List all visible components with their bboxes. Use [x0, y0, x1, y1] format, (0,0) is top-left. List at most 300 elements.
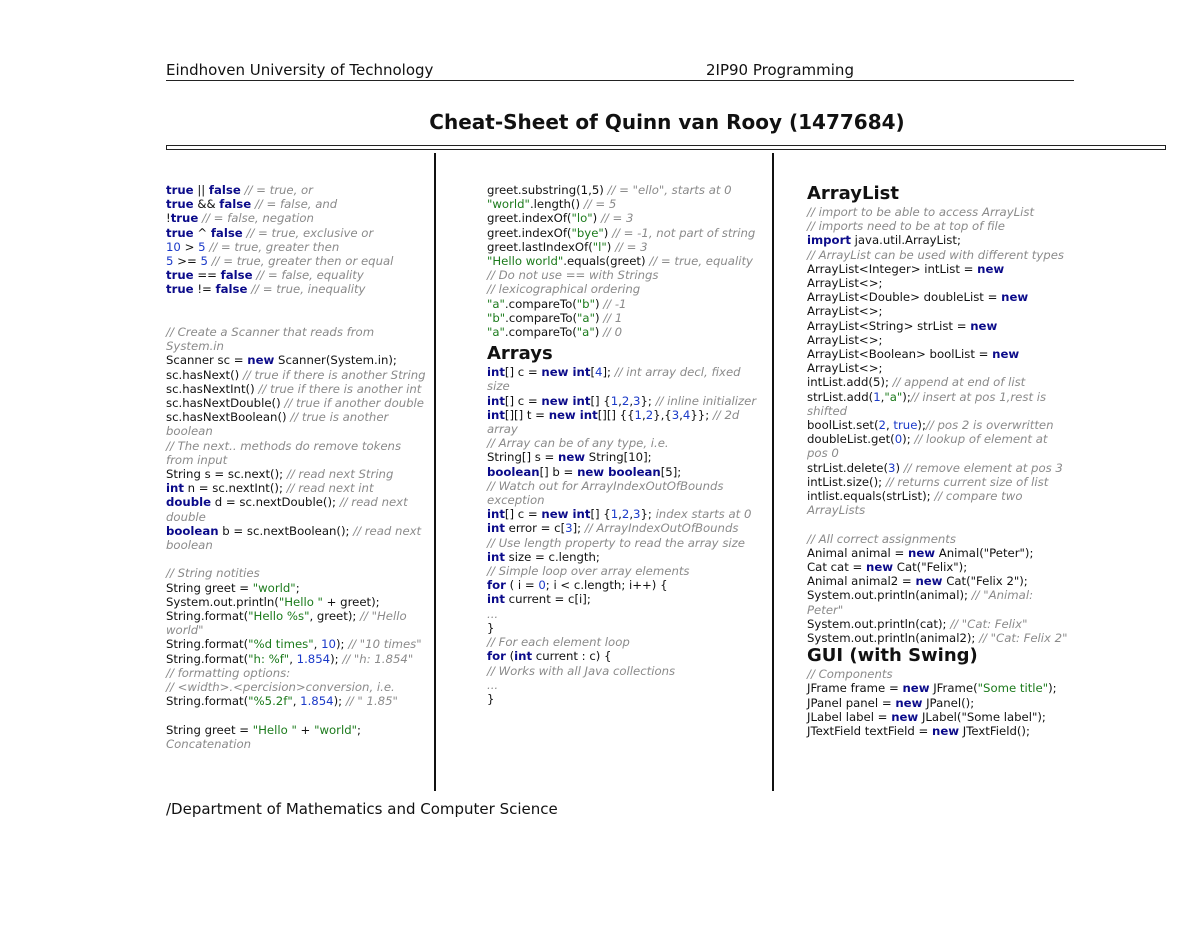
code-text: , — [629, 507, 634, 522]
code-line — [807, 724, 1069, 738]
code-line — [487, 325, 762, 339]
code-line — [487, 521, 762, 535]
code-text: ); — [330, 651, 343, 666]
code-text: String.format( — [166, 609, 249, 624]
code-comment: // insert at pos 1,rest is shifted — [807, 389, 1047, 418]
code-number: 3 — [671, 407, 680, 422]
code-string: "lo" — [571, 211, 593, 226]
column-basics — [166, 183, 432, 751]
code-text: Scanner(System.in); — [274, 353, 397, 368]
code-text: , greet); — [309, 609, 361, 624]
code-text: sc.hasNextDouble() — [166, 396, 285, 411]
code-text: Cat("Felix 2"); — [942, 574, 1028, 589]
code-text: JFrame( — [929, 681, 978, 696]
code-keyword: true — [166, 197, 194, 212]
code-number: true — [893, 418, 918, 433]
code-line — [807, 233, 1069, 247]
code-number: 2 — [645, 407, 654, 422]
code-comment: Concatenation — [166, 736, 252, 751]
code-text: ) — [594, 296, 604, 311]
code-text: String greet = — [166, 722, 253, 737]
header-rule — [166, 80, 1074, 81]
code-comment: // ArrayIndexOutOfBounds — [584, 521, 739, 536]
code-text: .compareTo( — [505, 310, 578, 325]
code-text: Cat cat = — [807, 560, 867, 575]
code-line — [807, 631, 1069, 645]
code-text: + — [296, 722, 315, 737]
page-title: Cheat-Sheet of Quinn van Rooy (1477684) — [429, 110, 905, 134]
code-comment: // Works with all Java collections — [487, 663, 676, 678]
code-comment: ... — [487, 677, 499, 692]
code-text: Cat("Felix"); — [893, 560, 968, 575]
code-text: JTextField textField = — [807, 724, 933, 739]
code-text: , — [880, 389, 885, 404]
code-keyword: new boolean — [577, 464, 661, 479]
code-line — [807, 617, 1069, 631]
code-string: "Hello " — [278, 594, 323, 609]
code-text: >= — [173, 254, 201, 269]
code-text: d = sc.nextDouble(); — [211, 495, 340, 510]
code-text: ) — [592, 211, 601, 226]
code-line — [166, 396, 432, 410]
code-comment: // = true, equality — [649, 254, 753, 269]
code-line — [807, 248, 1069, 262]
code-comment: // read next int — [286, 481, 374, 496]
code-comment: // lexicographical ordering — [487, 282, 641, 297]
code-line — [487, 536, 762, 550]
code-comment: // = true, greater then — [205, 239, 340, 254]
code-text: ( i = — [505, 578, 539, 593]
code-line — [487, 211, 762, 225]
code-comment: // remove element at pos 3 — [903, 460, 1063, 475]
title-divider-bar — [166, 145, 1166, 150]
code-text: ); — [902, 432, 915, 447]
code-text: ); — [333, 694, 346, 709]
code-text: } — [487, 691, 495, 706]
code-line — [487, 197, 762, 211]
code-number: 1.854 — [296, 651, 331, 666]
code-line — [166, 495, 432, 523]
code-keyword: new — [915, 574, 943, 589]
code-line — [487, 664, 762, 678]
code-text: }}; — [690, 407, 713, 422]
code-text: greet.indexOf( — [487, 211, 572, 226]
code-line — [166, 481, 432, 495]
blank-line — [166, 552, 432, 566]
code-line — [807, 475, 1069, 489]
code-text: greet.substring(1,5) — [487, 183, 608, 197]
code-number: 1 — [634, 407, 642, 422]
code-line — [807, 696, 1069, 710]
code-comment: // compare two ArrayLists — [807, 489, 1023, 518]
code-text: JLabel label = — [807, 709, 892, 724]
code-number: 1.854 — [300, 694, 334, 709]
code-line — [487, 692, 762, 706]
code-line — [487, 240, 762, 254]
code-text: ArrayList<>; — [807, 276, 883, 291]
code-keyword: new — [992, 347, 1020, 362]
code-line — [807, 290, 1069, 318]
code-line — [166, 211, 432, 225]
code-comment: index starts at 0 — [655, 507, 752, 522]
code-string: "a" — [487, 325, 505, 340]
code-string: "world" — [314, 722, 358, 737]
code-number: 1 — [873, 389, 881, 404]
code-line — [166, 666, 432, 680]
code-text: String.format( — [166, 694, 249, 709]
blank-line — [166, 311, 432, 325]
code-number: 2 — [878, 418, 886, 433]
code-number: 3 — [565, 521, 573, 536]
code-text: ArrayList<>; — [807, 304, 883, 319]
code-line — [487, 311, 762, 325]
code-comment: // 0 — [602, 325, 623, 340]
code-keyword: for — [487, 649, 506, 664]
code-text: System.out.println(animal2); — [807, 631, 980, 646]
header-course: 2IP90 Programming — [706, 61, 854, 79]
code-keyword: int — [487, 393, 505, 408]
blank-line — [166, 297, 432, 311]
code-text: Animal animal = — [807, 545, 908, 560]
code-line — [166, 680, 432, 694]
code-text: intlist.equals(strList); — [807, 489, 935, 504]
code-text: ! — [166, 211, 171, 226]
code-keyword: int — [487, 592, 505, 607]
code-comment: // = true, exclusive or — [242, 225, 374, 240]
code-string: "a" — [884, 389, 903, 404]
code-line — [166, 581, 432, 595]
code-text: [] c = — [504, 393, 542, 408]
code-comment: // Watch out for ArrayIndexOutOfBounds exception — [487, 478, 724, 508]
column-strings-arrays — [487, 183, 762, 706]
code-text: String[10]; — [585, 450, 652, 465]
code-text: && — [193, 197, 220, 212]
code-line — [166, 694, 432, 708]
code-number: 5 — [166, 254, 174, 269]
code-keyword: true — [166, 282, 194, 297]
code-comment: // = true, or — [240, 183, 313, 197]
code-comment: // "Animal: Peter" — [807, 588, 1034, 617]
code-text: .equals(greet) — [563, 254, 650, 269]
code-comment: // "Hello world" — [166, 609, 407, 638]
code-line — [807, 375, 1069, 389]
code-line — [487, 479, 762, 507]
code-keyword: false — [210, 225, 243, 240]
code-text: intList.size(); — [807, 474, 886, 489]
code-string: "h: %f" — [248, 651, 290, 666]
code-text: error = c[ — [504, 521, 566, 536]
code-number: 3 — [633, 507, 641, 522]
code-number: 1 — [610, 507, 619, 522]
column-divider-2 — [772, 153, 774, 791]
code-string: "a" — [487, 296, 505, 311]
code-comment: // = false, and — [251, 197, 338, 212]
code-line — [166, 382, 432, 396]
code-keyword: boolean — [166, 523, 219, 538]
code-text: ); — [335, 637, 349, 652]
code-comment: // "10 times" — [348, 637, 422, 652]
code-line — [807, 432, 1069, 460]
code-number: 2 — [621, 507, 630, 522]
code-comment: // imports need to be at top of file — [807, 219, 1005, 234]
code-text: strList.add( — [807, 389, 874, 404]
code-text: b = sc.nextBoolean(); — [218, 523, 354, 538]
code-text: , — [618, 393, 622, 408]
code-text: strList.delete( — [807, 460, 889, 475]
code-line — [166, 595, 432, 609]
code-text: intList.add(5); — [807, 375, 893, 390]
code-text: , — [885, 418, 894, 433]
code-comment: // "Cat: Felix 2" — [979, 631, 1068, 646]
code-text: }; — [640, 393, 656, 408]
code-text: String greet = — [166, 580, 253, 595]
code-comment: // pos 2 is overwritten — [925, 418, 1054, 433]
code-comment: // true if there is another int — [258, 381, 422, 396]
code-string: "world" — [252, 580, 296, 595]
code-text: [][] t = — [504, 407, 549, 422]
code-text: JTextField(); — [959, 724, 1030, 739]
code-string: "world" — [487, 197, 530, 212]
code-text: [][] {{ — [597, 407, 635, 422]
code-text: size = c.length; — [504, 549, 600, 564]
code-text: , — [629, 393, 634, 408]
code-text: .length() — [529, 197, 584, 212]
code-string: "a" — [577, 310, 595, 325]
code-text: JPanel(); — [922, 695, 975, 710]
code-comment: // -1 — [603, 296, 627, 311]
code-line — [487, 564, 762, 578]
code-text: sc.hasNextBoolean() — [166, 410, 291, 425]
code-line — [487, 550, 762, 564]
code-text: greet.lastIndexOf( — [487, 239, 593, 254]
code-comment: // All correct assignments — [807, 531, 956, 546]
code-text: ArrayList<Double> doubleList = — [807, 290, 1002, 305]
code-text: == — [193, 268, 221, 283]
code-text: ArrayList<>; — [807, 361, 883, 376]
code-comment: // inline initializer — [655, 393, 757, 408]
blank-line — [807, 517, 1069, 531]
code-line — [487, 465, 762, 479]
code-keyword: new — [247, 353, 275, 368]
code-text: != — [193, 282, 216, 297]
code-line — [487, 607, 762, 621]
code-comment: // " 1.85" — [345, 694, 398, 709]
code-comment: // = false, equality — [252, 268, 364, 283]
code-comment: // Do not use == with Strings — [487, 268, 659, 283]
footer-department: /Department of Mathematics and Computer Science — [166, 800, 558, 818]
code-keyword: new int — [548, 407, 598, 422]
code-text: Animal("Peter"); — [935, 545, 1034, 560]
code-line — [487, 649, 762, 663]
code-line — [807, 319, 1069, 347]
code-comment: // read next double — [166, 495, 408, 524]
code-keyword: new — [902, 681, 930, 696]
code-number: 4 — [595, 365, 603, 380]
code-number: 5 — [198, 239, 206, 254]
code-line — [166, 226, 432, 240]
code-line — [807, 588, 1069, 616]
code-line — [166, 723, 432, 737]
code-keyword: int — [487, 521, 505, 536]
code-line — [166, 183, 432, 197]
section-heading: ArrayList — [807, 183, 899, 204]
code-comment: // int array decl, fixed size — [487, 365, 741, 394]
code-text: ArrayList<>; — [807, 332, 883, 347]
code-string: "Hello %s" — [248, 609, 310, 624]
code-comment: // Create a Scanner that reads from System.in — [166, 325, 375, 354]
code-line — [487, 268, 762, 282]
code-line — [807, 574, 1069, 588]
code-line — [807, 418, 1069, 432]
code-comment: // true is another boolean — [166, 410, 389, 439]
code-line — [807, 489, 1069, 517]
code-line — [166, 439, 432, 467]
code-keyword: false — [220, 268, 253, 283]
code-comment: // Array can be of any type, i.e. — [487, 436, 669, 451]
code-string: "%5.2f" — [248, 694, 293, 709]
code-text: [] b = — [539, 464, 578, 479]
code-keyword: new — [970, 318, 998, 333]
code-keyword: new — [895, 695, 923, 710]
code-line — [166, 240, 432, 254]
code-line — [487, 450, 762, 464]
code-comment: // "Cat: Felix" — [950, 616, 1028, 631]
code-keyword: for — [487, 578, 506, 593]
code-line — [166, 737, 432, 751]
code-comment: // import to be able to access ArrayList — [807, 205, 1035, 219]
code-line — [487, 436, 762, 450]
code-keyword: new — [866, 560, 894, 575]
code-keyword: new — [558, 450, 586, 465]
code-text: , — [618, 507, 622, 522]
code-comment: // 1 — [603, 310, 623, 325]
code-comment: // ArrayList can be used with different types — [807, 247, 1064, 262]
code-comment: // Simple loop over array elements — [487, 564, 690, 579]
code-number: 2 — [621, 393, 630, 408]
code-comment: // = "ello", starts at 0 — [607, 183, 732, 197]
code-line — [487, 507, 762, 521]
code-text: ]; — [602, 365, 615, 380]
code-number: 3 — [633, 393, 641, 408]
code-keyword: false — [208, 183, 241, 197]
code-string: "a" — [576, 325, 595, 340]
code-line — [807, 219, 1069, 233]
code-line — [487, 592, 762, 606]
code-line — [487, 226, 762, 240]
code-line — [166, 254, 432, 268]
code-text: System.out.println( — [166, 594, 279, 609]
code-keyword: new int — [541, 393, 591, 408]
code-line — [807, 532, 1069, 546]
code-comment: // = 3 — [615, 239, 648, 254]
code-text: ArrayList<String> strList = — [807, 318, 971, 333]
code-text: ) — [594, 325, 603, 340]
code-line — [487, 394, 762, 408]
code-text: ^ — [193, 225, 211, 240]
code-comment: // read next String — [286, 467, 394, 482]
code-string: "bye" — [571, 225, 604, 240]
code-text: ) — [594, 310, 604, 325]
code-text: , — [313, 637, 322, 652]
code-line — [166, 282, 432, 296]
code-comment: // = -1, not part of string — [612, 225, 756, 240]
code-line — [487, 408, 762, 436]
code-text: , — [679, 407, 683, 422]
code-comment: // lookup of element at pos 0 — [807, 432, 1048, 461]
blank-line — [166, 708, 432, 722]
code-line — [487, 365, 762, 393]
code-line — [807, 560, 1069, 574]
code-line — [807, 390, 1069, 418]
code-text: boolList.set( — [807, 418, 879, 433]
code-text: ) — [895, 460, 904, 475]
code-line — [166, 652, 432, 666]
code-line — [166, 637, 432, 651]
code-comment: // read next — [353, 523, 422, 538]
code-text: ; i < c.length; i++) { — [545, 578, 668, 593]
code-text: ]; — [572, 521, 585, 536]
code-keyword: int — [166, 481, 184, 496]
code-line — [166, 410, 432, 438]
code-text: java.util.ArrayList; — [850, 233, 961, 248]
code-text: ); — [917, 418, 926, 433]
code-line — [487, 282, 762, 296]
code-comment: // returns current size of list — [885, 474, 1049, 489]
code-line — [487, 297, 762, 311]
code-text: || — [193, 183, 209, 197]
code-text: ; — [295, 580, 300, 595]
code-comment: // The next.. methods do remove tokens from input — [166, 438, 402, 467]
code-string: "Some title" — [977, 681, 1049, 696]
code-comment: // = 3 — [600, 211, 634, 226]
code-string: "b" — [487, 310, 506, 325]
code-text: String.format( — [166, 651, 249, 666]
code-line — [487, 578, 762, 592]
code-line — [807, 262, 1069, 290]
code-comment: // = 5 — [583, 197, 617, 212]
column-divider-1 — [434, 153, 436, 791]
code-comment: // For each element loop — [487, 635, 630, 650]
code-comment: // formatting options: — [166, 665, 291, 680]
code-text: },{ — [653, 407, 672, 422]
header-university: Eindhoven University of Technology — [166, 61, 434, 79]
code-line — [166, 538, 432, 552]
code-keyword: new — [932, 724, 960, 739]
code-text: JPanel panel = — [807, 695, 896, 710]
code-string: "b" — [576, 296, 595, 311]
code-text: String[] s = — [487, 450, 559, 465]
code-number: 3 — [888, 460, 896, 475]
code-line — [807, 667, 1069, 681]
code-keyword: new — [908, 545, 936, 560]
code-line — [166, 368, 432, 382]
code-keyword: int — [487, 365, 505, 380]
code-text: System.out.println(cat); — [807, 616, 951, 631]
code-text: current = c[i]; — [504, 592, 591, 607]
code-keyword: false — [215, 282, 248, 297]
code-keyword: new — [1001, 290, 1029, 305]
code-comment: ... — [487, 606, 499, 621]
code-line — [807, 347, 1069, 375]
code-text: , — [641, 407, 646, 422]
code-text: sc.hasNextInt() — [166, 381, 259, 396]
code-comment: // = true, inequality — [247, 282, 366, 297]
code-keyword: true — [166, 183, 194, 197]
code-keyword: true — [166, 225, 194, 240]
code-keyword: int — [487, 549, 505, 564]
code-line — [807, 205, 1069, 219]
code-text: [5]; — [660, 464, 682, 479]
